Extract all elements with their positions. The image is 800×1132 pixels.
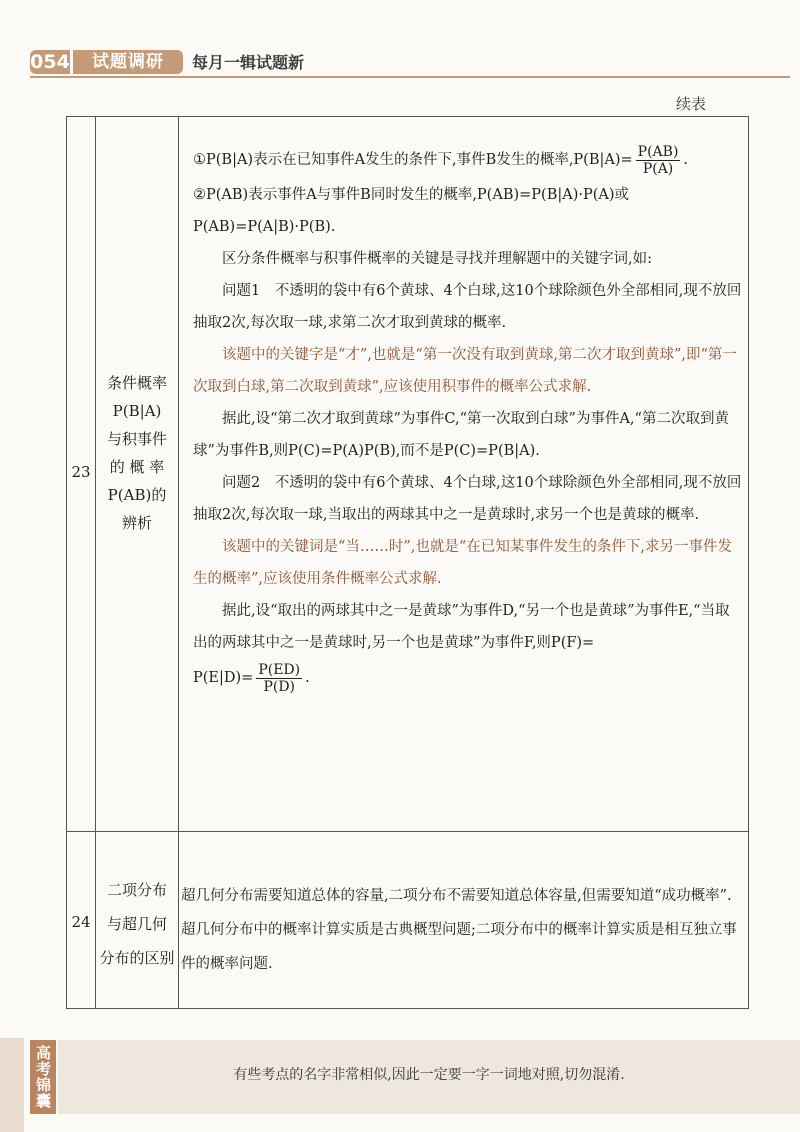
question-1: 问题1 不透明的袋中有6个黄球、4个白球,这10个球除颜色外全部相同,现不放回抽取2次,每次取一球,求第二次才取到黄球的概率. [193, 283, 742, 331]
topic-line: P(B|A) [112, 402, 162, 420]
definition-conditional [193, 141, 743, 179]
question-1-key: 该题中的关键字是“才”,也就是“第一次没有取到黄球,第二次才取到黄球”,即“第一次取到白球,第二次取到黄球”,应该使用积事件的概率公式求解. [193, 347, 737, 395]
row-content [193, 141, 743, 697]
topic-line: 条件概率 [106, 374, 167, 392]
topic-line: 的 概 率 [109, 458, 165, 476]
row-content: 超几何分布需要知道总体的容量,二项分布不需要知道总体容量,但需要知道“成功概率”.超几何分布中的概率计算实质是古典概型问题;二项分布中的概率计算实质是相互独立事件的概率问题. [181, 888, 737, 972]
topic-line: 与超几何 [106, 915, 167, 933]
question-1-analysis: 据此,设“第二次才取到黄球”为事件C,“第一次取到白球”为事件A,“第二次取到黄球”为事件B,则P(C)=P(A)P(B),而不是P(C)=P(B|A). [193, 411, 729, 459]
header-subtitle: 每月一辑试题新 [192, 53, 305, 72]
topic-line: 辨析 [121, 514, 152, 532]
page-header [30, 48, 790, 78]
definition-suffix: . [683, 152, 689, 168]
formula-suffix: . [305, 670, 310, 686]
tip-stamp: 高考锦囊 [30, 1040, 56, 1114]
footer-note: 有些考点的名字非常相似,因此一定要一字一词地对照,切勿混淆. [233, 1067, 625, 1083]
fraction-numerator: P(ED) [258, 661, 301, 678]
question-2-analysis: 据此,设“取出的两球其中之一是黄球”为事件D,“另一个也是黄球”为事件E,“当取出的两球其中之一是黄球时,另一个也是黄球”为事件F,则P(F)= [193, 603, 730, 651]
header-rule [30, 76, 790, 78]
row-topic [96, 369, 178, 537]
topic-line: 分布的区别 [99, 949, 175, 967]
row-divider [67, 831, 748, 832]
key-intro: 区分条件概率与积事件概率的关键是寻找并理解题中的关键字词,如: [222, 251, 652, 267]
fraction-numerator: P(AB) [637, 143, 679, 160]
formula-text: P(E|D)= [193, 670, 254, 686]
fraction [636, 144, 681, 177]
column-divider [178, 117, 179, 1008]
definition-joint: ②P(AB)表示事件A与事件B同时发生的概率,P(AB)=P(B|A)·P(A)或P(AB)=P(A|B)·P(B). [193, 187, 630, 235]
row-number: 23 [71, 463, 91, 481]
question-2-key: 该题中的关键词是“当……时”,也就是“在已知某事件发生的条件下,求另一事件发生的概率”,应该使用条件概率公式求解. [193, 539, 732, 587]
continued-label: 续表 [676, 95, 707, 113]
fraction-denominator: P(A) [642, 160, 674, 177]
footer-band [58, 1040, 800, 1114]
question-2: 问题2 不透明的袋中有6个黄球、4个白球,这10个球除颜色外全部相同,现不放回抽取2次,每次取一球,当取出的两球其中之一是黄球时,求另一个也是黄球的概率. [193, 475, 742, 523]
sidebar-strip [0, 1038, 24, 1132]
section-title: 试题调研 [73, 50, 183, 74]
fraction-denominator: P(D) [263, 678, 296, 695]
definition-text: ①P(B|A)表示在已知事件A发生的条件下,事件B发生的概率,P(B|A)= [193, 152, 633, 168]
topic-line: 与积事件 [106, 430, 167, 448]
page-number: 054 [30, 51, 70, 73]
topic-line: 二项分布 [106, 881, 167, 899]
row-number: 24 [71, 913, 91, 931]
topic-line: P(AB)的 [107, 486, 167, 504]
fraction [256, 662, 302, 695]
summary-table [66, 116, 749, 1009]
question-2-formula [193, 659, 743, 697]
row-topic [96, 873, 178, 975]
